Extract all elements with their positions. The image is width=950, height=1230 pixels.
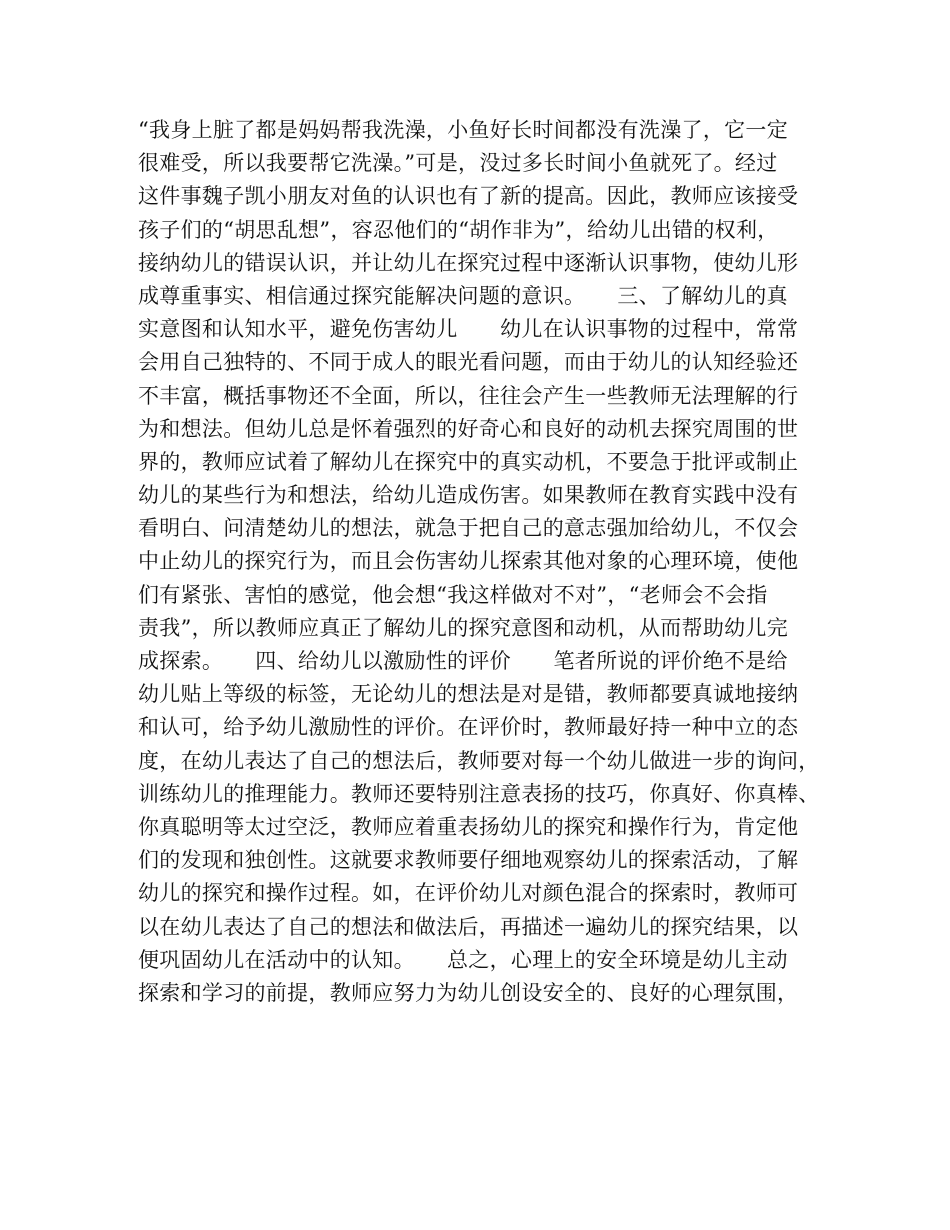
text-line: 成探索。 四、给幼儿以激励性的评价 笔者所说的评价绝不是给 [138,649,788,673]
body-text [138,114,818,1010]
text-line: 实意图和认知水平，避免伤害幼儿 幼儿在认识事物的过程中，常常 [138,317,799,342]
text-line: 会用自己独特的、不同于成人的眼光看问题，而由于幼儿的认知经验还 [138,350,799,375]
text-line: 幼儿的某些行为和想法，给幼儿造成伤害。如果教师在教育实践中没有 [138,483,799,508]
text-line: 这件事魏子凯小朋友对鱼的认识也有了新的提高。因此，教师应该接受 [138,184,799,209]
text-line: 孩子们的“胡思乱想”，容忍他们的“胡作非为”，给幼儿出错的权利， [138,217,779,242]
text-line: 界的，教师应试着了解幼儿在探究中的真实动机，不要急于批评或制止 [138,449,799,474]
text-line: “我身上脏了都是妈妈帮我洗澡，小鱼好长时间都没有洗澡了，它一定 [138,118,789,142]
text-line: 不丰富，概括事物还不全面，所以，往往会产生一些教师无法理解的行 [138,383,799,408]
text-line: 们有紧张、害怕的感觉，他会想“我这样做对不对”，“老师会不会指 [138,582,768,607]
text-line: 探索和学习的前提，教师应努力为幼儿创设安全的、良好的心理氛围， [138,980,799,1005]
text-line: 接纳幼儿的错误认识，并让幼儿在探究过程中逐渐认识事物，使幼儿形 [138,250,799,275]
text-line: 训练幼儿的推理能力。教师还要特别注意表扬的技巧，你真好、你真棒、 [138,781,820,806]
text-line: 看明白、问清楚幼儿的想法，就急于把自己的意志强加给幼儿，不仅会 [138,516,799,541]
text-line: 中止幼儿的探究行为，而且会伤害幼儿探索其他对象的心理环境，使他 [138,549,799,574]
text-line: 和认可，给予幼儿激励性的评价。在评价时，教师最好持一种中立的态 [138,715,799,740]
text-line: 为和想法。但幼儿总是怀着强烈的好奇心和良好的动机去探究周围的世 [138,416,799,441]
text-line: 成尊重事实、相信通过探究能解决问题的意识。 三、了解幼儿的真 [138,283,788,308]
text-line: 以在幼儿表达了自己的想法和做法后，再描述一遍幼儿的探究结果，以 [138,914,799,939]
text-line: 责我”，所以教师应真正了解幼儿的探究意图和动机，从而帮助幼儿完 [138,615,789,640]
text-line: 度，在幼儿表达了自己的想法后，教师要对每一个幼儿做进一步的询问， [138,748,820,773]
text-line: 幼儿的探究和操作过程。如，在评价幼儿对颜色混合的探索时，教师可 [138,881,799,906]
text-line: 幼儿贴上等级的标签，无论幼儿的想法是对是错，教师都要真诚地接纳 [138,682,799,707]
text-line: 们的发现和独创性。这就要求教师要仔细地观察幼儿的探索活动，了解 [138,848,799,873]
text-line: 你真聪明等太过空泛，教师应着重表扬幼儿的探究和操作行为，肯定他 [138,814,799,839]
text-line: 便巩固幼儿在活动中的认知。 总之，心理上的安全环境是幼儿主动 [138,947,788,972]
text-line: 很难受，所以我要帮它洗澡。”可是，没过多长时间小鱼就死了。经过 [138,151,778,176]
